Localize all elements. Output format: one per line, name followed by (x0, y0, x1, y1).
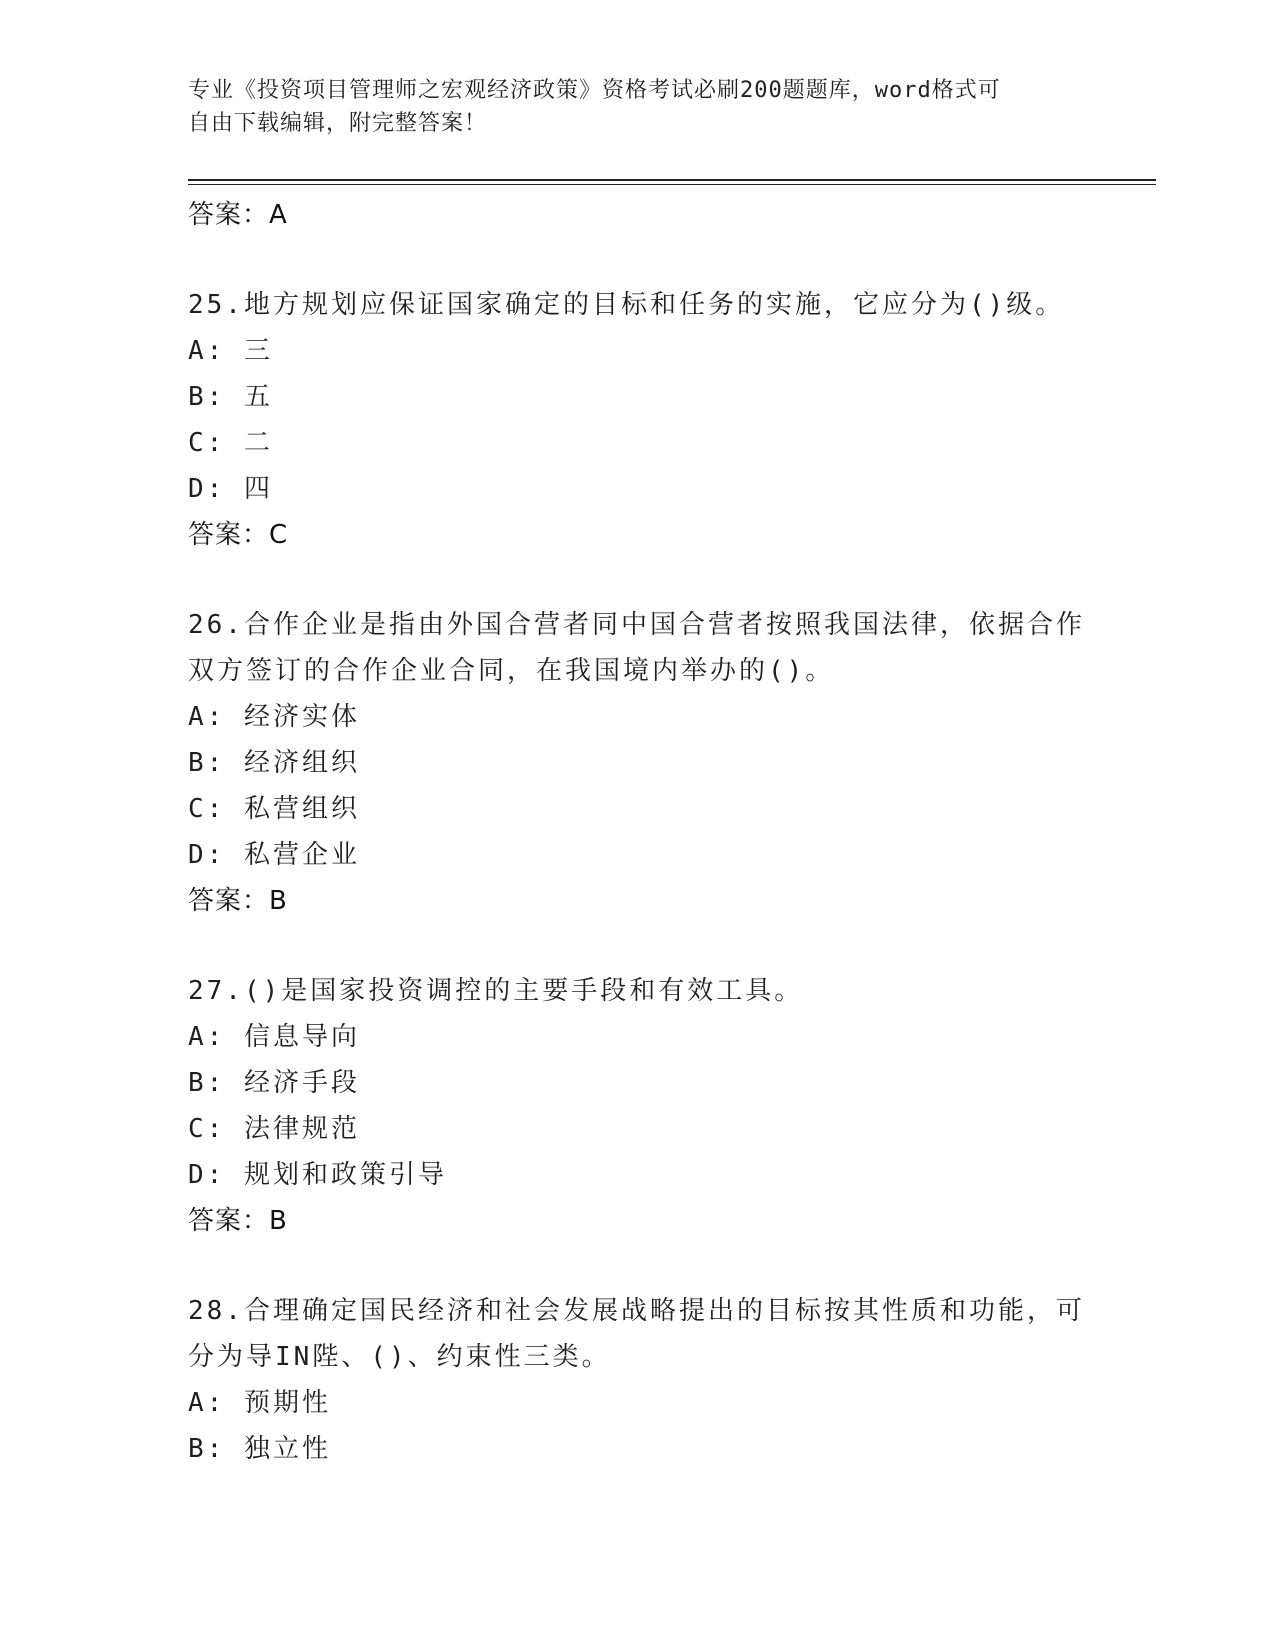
question-stem-line-2: 分为导IN陛、()、约束性三类。 (188, 1342, 611, 1372)
option-c: C: 二 (188, 428, 273, 458)
option-a: A: 三 (188, 336, 273, 366)
option-a: A: 预期性 (188, 1388, 331, 1418)
question-stem-line-1: 26.合作企业是指由外国合营者同中国合营者按照我国法律，依据合作 (188, 610, 1085, 640)
question-27 (188, 968, 1088, 1244)
header-divider-thin (188, 184, 1156, 185)
option-d: D: 规划和政策引导 (188, 1160, 447, 1190)
header-divider-thick (188, 179, 1156, 181)
option-a: A: 信息导向 (188, 1022, 360, 1052)
question-28 (188, 1288, 1088, 1472)
header-line-2: 自由下载编辑，附完整答案！ (188, 111, 488, 136)
question-25 (188, 282, 1088, 558)
option-b: B: 独立性 (188, 1434, 331, 1464)
question-stem-line-2: 双方签订的合作企业合同，在我国境内举办的()。 (188, 656, 835, 686)
answer-line: 答案：B (188, 1206, 288, 1236)
option-b: B: 经济手段 (188, 1068, 360, 1098)
option-d: D: 四 (188, 474, 273, 504)
document-header (188, 74, 1068, 140)
header-line-1: 专业《投资项目管理师之宏观经济政策》资格考试必刷200题题库，word格式可 (188, 78, 1001, 103)
question-stem: 27.()是国家投资调控的主要手段和有效工具。 (188, 976, 804, 1006)
option-b: B: 经济组织 (188, 748, 360, 778)
option-a: A: 经济实体 (188, 702, 360, 732)
question-26 (188, 602, 1088, 924)
answer-line: 答案：C (188, 520, 289, 550)
option-d: D: 私营企业 (188, 840, 360, 870)
question-list (188, 186, 1088, 1472)
answer-line: 答案：A (188, 200, 288, 230)
question-stem-line-1: 28.合理确定国民经济和社会发展战略提出的目标按其性质和功能，可 (188, 1296, 1085, 1326)
question-stem: 25.地方规划应保证国家确定的目标和任务的实施，它应分为()级。 (188, 290, 1065, 320)
option-c: C: 私营组织 (188, 794, 360, 824)
answer-line: 答案：B (188, 886, 288, 916)
option-b: B: 五 (188, 382, 273, 412)
option-c: C: 法律规范 (188, 1114, 360, 1144)
